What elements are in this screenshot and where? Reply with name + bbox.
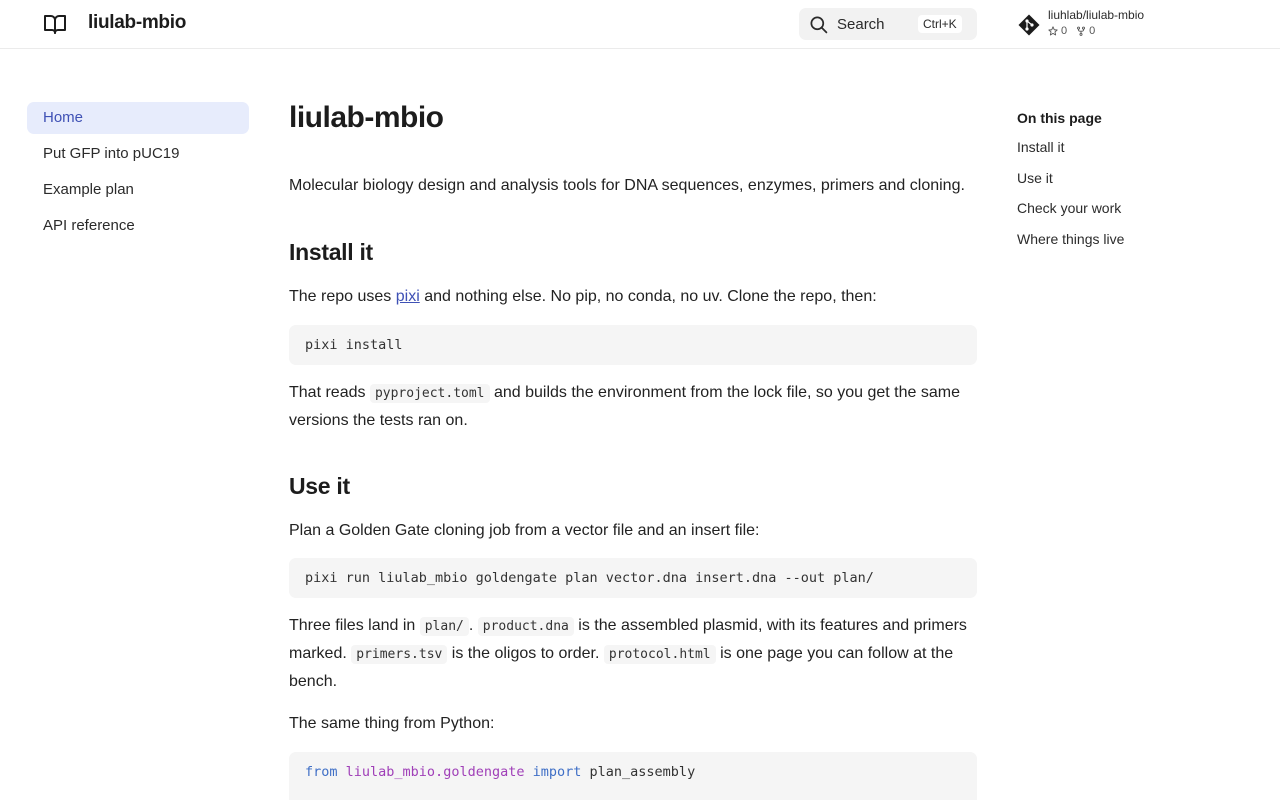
forks-stat	[1076, 25, 1095, 37]
inline-code: product.dna	[478, 617, 574, 636]
search-label: Search	[837, 16, 885, 33]
code-block-install: pixi install	[289, 325, 977, 365]
site-title[interactable]: liulab-mbio	[88, 12, 187, 33]
python-intro: The same thing from Python:	[289, 715, 495, 732]
git-icon	[1017, 13, 1041, 37]
use-paragraph: Plan a Golden Gate cloning job from a vector file and an insert file:	[289, 522, 760, 539]
book-icon[interactable]	[43, 12, 67, 36]
code-module: liulab_mbio.goldengate	[345, 764, 525, 780]
sidebar-nav	[27, 102, 249, 246]
use-heading: Use it	[289, 473, 350, 499]
search-icon	[809, 15, 828, 34]
text: is the assembled plasmid, with its features and primers marked.	[289, 617, 967, 662]
star-icon	[1048, 26, 1058, 36]
repo-stats	[1048, 25, 1095, 37]
repo-link[interactable]	[1017, 8, 1177, 42]
inline-code: pyproject.toml	[370, 384, 490, 403]
forks-count: 0	[1089, 25, 1096, 37]
install-note	[289, 379, 977, 434]
toc-item-where[interactable]: Where things live	[1017, 230, 1125, 247]
text: .	[468, 617, 478, 634]
page-title: liulab-mbio	[289, 101, 444, 134]
text: That reads	[289, 384, 370, 401]
sidebar-item-put-gfp[interactable]: Put GFP into pUC19	[43, 145, 180, 162]
table-of-contents	[1017, 108, 1237, 258]
text: and nothing else. No pip, no conda, no uv. Clone the repo, then:	[419, 288, 877, 305]
code-block-cli: pixi run liulab_mbio goldengate plan vector.dna insert.dna --out plan/	[289, 558, 977, 598]
text: Three files land in	[289, 617, 420, 634]
text: is one page you can follow at the bench.	[289, 645, 954, 690]
inline-code: primers.tsv	[351, 645, 447, 664]
lead-paragraph: Molecular biology design and analysis tools for DNA sequences, enzymes, primers and cloning.	[289, 177, 965, 194]
code-keyword: from	[305, 764, 338, 780]
stars-stat	[1048, 25, 1067, 37]
repo-name: liuhlab/liulab-mbio	[1048, 8, 1145, 22]
code-name: plan_assembly	[589, 764, 696, 780]
top-header	[0, 0, 1280, 49]
inline-code: protocol.html	[604, 645, 716, 664]
install-heading: Install it	[289, 239, 373, 265]
sidebar-item-api-reference[interactable]: API reference	[43, 217, 135, 234]
stars-count: 0	[1061, 25, 1068, 37]
inline-code: plan/	[420, 617, 469, 636]
toc-title: On this page	[1017, 110, 1102, 126]
text: The repo uses	[289, 288, 396, 305]
pixi-link[interactable]: pixi	[395, 288, 420, 305]
toc-item-install[interactable]: Install it	[1017, 139, 1065, 155]
main-content	[289, 100, 977, 800]
text: and builds the environment from the lock file, so you get the same versions the tests ran on.	[289, 384, 960, 429]
sidebar-item-example-plan[interactable]: Example plan	[43, 181, 134, 198]
fork-icon	[1076, 26, 1086, 36]
toc-item-check[interactable]: Check your work	[1017, 200, 1122, 216]
search-button[interactable]	[799, 8, 977, 40]
sidebar-item-home[interactable]: Home	[27, 102, 249, 134]
text: is the oligos to order.	[447, 645, 604, 662]
code-keyword: import	[532, 764, 582, 780]
search-shortcut: Ctrl+K	[918, 15, 962, 33]
code-block-python	[289, 752, 977, 800]
output-files-paragraph	[289, 612, 977, 695]
install-paragraph	[289, 283, 977, 310]
toc-item-use[interactable]: Use it	[1017, 169, 1053, 186]
